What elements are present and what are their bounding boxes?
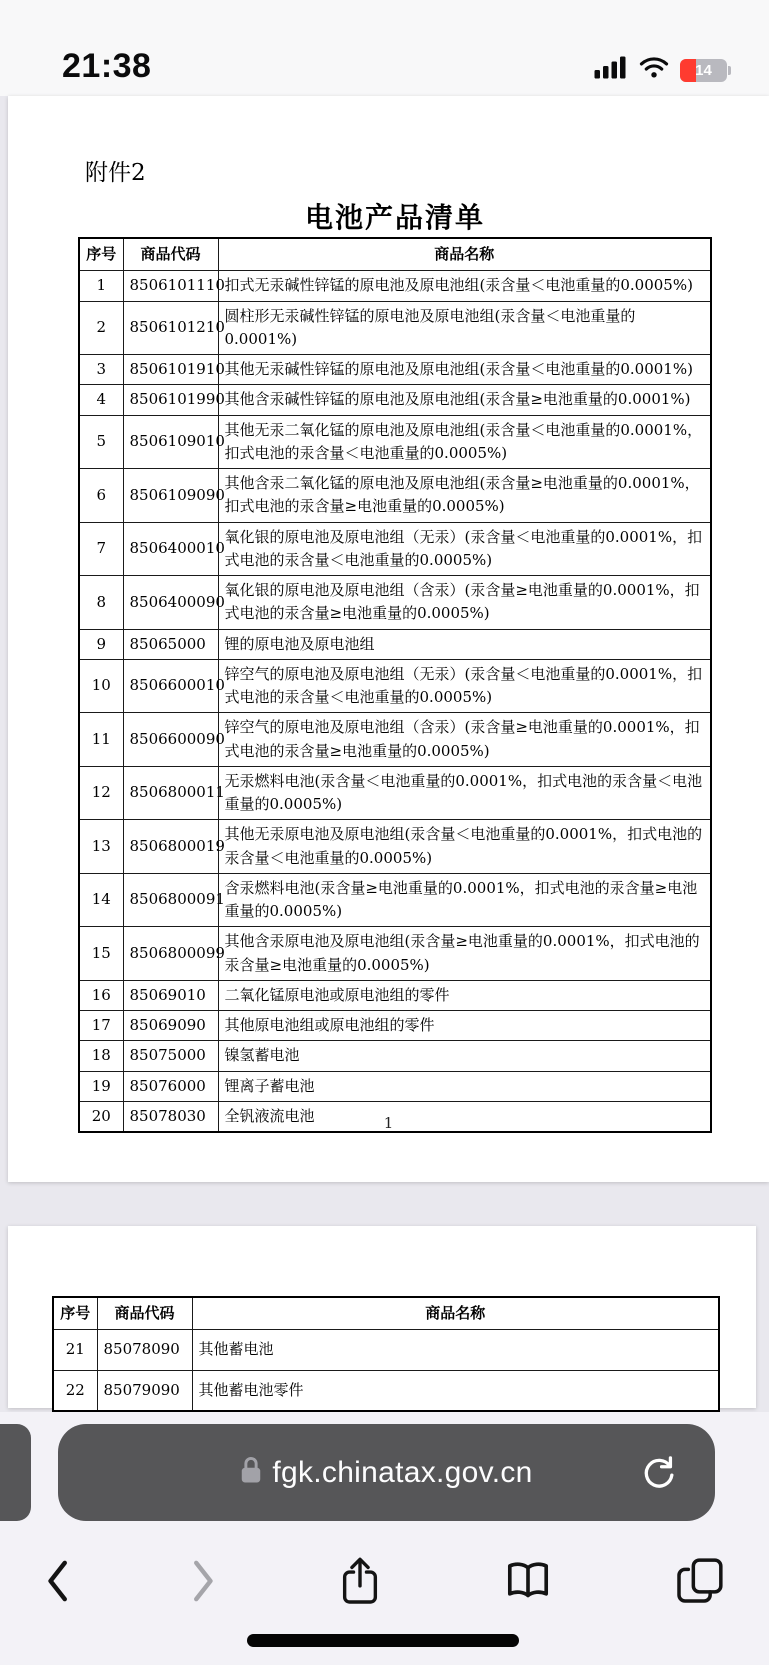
share-icon [339,1554,381,1608]
table-row [79,713,711,767]
lock-icon [240,1455,262,1490]
cell-code: 8506400010 [123,522,218,576]
cell-name: 氧化银的原电池及原电池组（含汞）(汞含量≥电池重量的0.0001%，扣式电池的汞含量≥电池重量的0.0005%) [218,576,711,630]
cell-index: 16 [79,980,123,1010]
pdf-page-2 [8,1226,756,1408]
column-header-name: 商品名称 [192,1297,719,1330]
cell-name: 其他无汞原电池及原电池组(汞含量＜电池重量的0.0001%，扣式电池的汞含量＜电池重量的0.0005%) [218,820,711,874]
cell-name: 锂离子蓄电池 [218,1071,711,1101]
cell-index: 13 [79,820,123,874]
cell-code: 8506101210 [123,301,218,355]
cell-code: 8506101110 [123,271,218,301]
url-text: fgk.chinatax.gov.cn [272,1455,533,1489]
cell-name: 二氧化锰原电池或原电池组的零件 [218,980,711,1010]
cell-index: 22 [53,1370,97,1411]
cell-index: 5 [79,415,123,469]
cell-code: 85078030 [123,1101,218,1132]
table-row [79,766,711,820]
adjacent-tab-edge[interactable] [0,1424,31,1521]
cell-code: 8506800011 [123,766,218,820]
bookmarks-button[interactable] [502,1558,554,1604]
cell-name: 其他无汞二氧化锰的原电池及原电池组(汞含量＜电池重量的0.0001%，扣式电池的汞含量＜电池重量的0.0005%) [218,415,711,469]
cell-index: 12 [79,766,123,820]
cell-code: 8506600010 [123,659,218,713]
cell-code: 8506109090 [123,469,218,523]
cell-name: 无汞燃料电池(汞含量＜电池重量的0.0001%，扣式电池的汞含量＜电池重量的0.0005%) [218,766,711,820]
cell-code: 8506109010 [123,415,218,469]
url-bar[interactable] [58,1424,715,1521]
cell-index: 20 [79,1101,123,1132]
cell-index: 21 [53,1330,97,1370]
status-time: 21:38 [62,47,152,85]
table-row [79,301,711,355]
cell-code: 8506800099 [123,927,218,981]
tabs-button[interactable] [675,1556,725,1606]
battery-level: 14 [695,61,712,79]
table-row [79,659,711,713]
cell-index: 18 [79,1041,123,1071]
tabs-icon [675,1556,725,1606]
cell-name: 氧化银的原电池及原电池组（无汞）(汞含量＜电池重量的0.0001%，扣式电池的汞含量＜电池重量的0.0005%) [218,522,711,576]
cell-name: 锂的原电池及原电池组 [218,629,711,659]
reload-button[interactable] [631,1424,687,1521]
cell-code: 8506800091 [123,873,218,927]
product-table-page-2 [52,1296,720,1412]
cell-index: 1 [79,271,123,301]
navigation-toolbar [0,1536,769,1626]
cell-code: 8506101990 [123,385,218,415]
book-icon [502,1558,554,1604]
cell-name: 全钒液流电池 [218,1101,711,1132]
table-row [79,873,711,927]
cell-name: 锌空气的原电池及原电池组（含汞）(汞含量≥电池重量的0.0001%，扣式电池的汞含量≥电池重量的0.0005%) [218,713,711,767]
cell-index: 14 [79,873,123,927]
table-row [53,1330,719,1370]
cell-code: 85069090 [123,1011,218,1041]
chevron-right-icon [191,1559,217,1603]
cell-name: 其他含汞原电池及原电池组(汞含量≥电池重量的0.0001%，扣式电池的汞含量≥电池重量的0.0005%) [218,927,711,981]
table-row [79,927,711,981]
table-row [79,820,711,874]
cell-code: 8506400090 [123,576,218,630]
table-header-row [79,238,711,271]
cell-code: 85069010 [123,980,218,1010]
cell-code: 85065000 [123,629,218,659]
table-row [79,469,711,523]
cell-index: 19 [79,1071,123,1101]
cell-index: 11 [79,713,123,767]
cell-name: 其他含汞碱性锌锰的原电池及原电池组(汞含量≥电池重量的0.0001%) [218,385,711,415]
cell-index: 6 [79,469,123,523]
home-indicator[interactable] [247,1634,519,1647]
status-icons [594,56,731,86]
cell-name: 扣式无汞碱性锌锰的原电池及原电池组(汞含量＜电池重量的0.0005%) [218,271,711,301]
table-row [79,980,711,1010]
cell-name: 其他蓄电池 [192,1330,719,1370]
wifi-icon [638,56,670,84]
cell-name: 锌空气的原电池及原电池组（无汞）(汞含量＜电池重量的0.0001%，扣式电池的汞含量＜电池重量的0.0005%) [218,659,711,713]
cell-code: 85075000 [123,1041,218,1071]
cell-index: 10 [79,659,123,713]
cell-index: 9 [79,629,123,659]
column-header-index: 序号 [79,238,123,271]
cell-index: 2 [79,301,123,355]
browser-bottom-bar [0,1412,769,1665]
forward-button[interactable] [191,1559,217,1603]
cellular-signal-icon [594,56,628,84]
table-row [79,576,711,630]
table-row [79,1071,711,1101]
cell-name: 含汞燃料电池(汞含量≥电池重量的0.0001%，扣式电池的汞含量≥电池重量的0.0005%) [218,873,711,927]
cell-name: 其他蓄电池零件 [192,1370,719,1411]
cell-code: 85076000 [123,1071,218,1101]
cell-name: 其他无汞碱性锌锰的原电池及原电池组(汞含量＜电池重量的0.0001%) [218,355,711,385]
column-header-index: 序号 [53,1297,97,1330]
cell-index: 4 [79,385,123,415]
table-header-row [53,1297,719,1330]
cell-index: 15 [79,927,123,981]
table-row [53,1370,719,1411]
cell-index: 3 [79,355,123,385]
pdf-page-1 [8,96,769,1182]
cell-code: 8506101910 [123,355,218,385]
cell-code: 8506600090 [123,713,218,767]
battery-cap [728,66,731,75]
column-header-code: 商品代码 [97,1297,192,1330]
chevron-left-icon [44,1559,70,1603]
page-number: 1 [383,1114,394,1132]
cell-name: 镍氢蓄电池 [218,1041,711,1071]
table-row [79,629,711,659]
cell-name: 其他含汞二氧化锰的原电池及原电池组(汞含量≥电池重量的0.0001%，扣式电池的汞含量≥电池重量的0.0005%) [218,469,711,523]
cell-name: 圆柱形无汞碱性锌锰的原电池及原电池组(汞含量＜电池重量的0.0001%) [218,301,711,355]
cell-code: 85078090 [97,1330,192,1370]
cell-code: 85079090 [97,1370,192,1411]
cell-index: 7 [79,522,123,576]
back-button[interactable] [44,1559,70,1603]
column-header-code: 商品代码 [123,238,218,271]
pdf-viewer [0,96,769,1412]
cell-index: 8 [79,576,123,630]
battery-icon [680,59,731,82]
share-button[interactable] [339,1554,381,1608]
table-row [79,415,711,469]
table-row [79,355,711,385]
cell-name: 其他原电池组或原电池组的零件 [218,1011,711,1041]
cell-index: 17 [79,1011,123,1041]
column-header-name: 商品名称 [218,238,711,271]
table-row [79,271,711,301]
status-bar [0,0,769,96]
cell-code: 8506800019 [123,820,218,874]
table-row [79,522,711,576]
table-row [79,1041,711,1071]
table-row [79,385,711,415]
table-row [79,1011,711,1041]
attachment-label: 附件2 [85,160,146,186]
product-table-page-1 [78,237,712,1133]
document-title: 电池产品清单 [304,201,485,234]
